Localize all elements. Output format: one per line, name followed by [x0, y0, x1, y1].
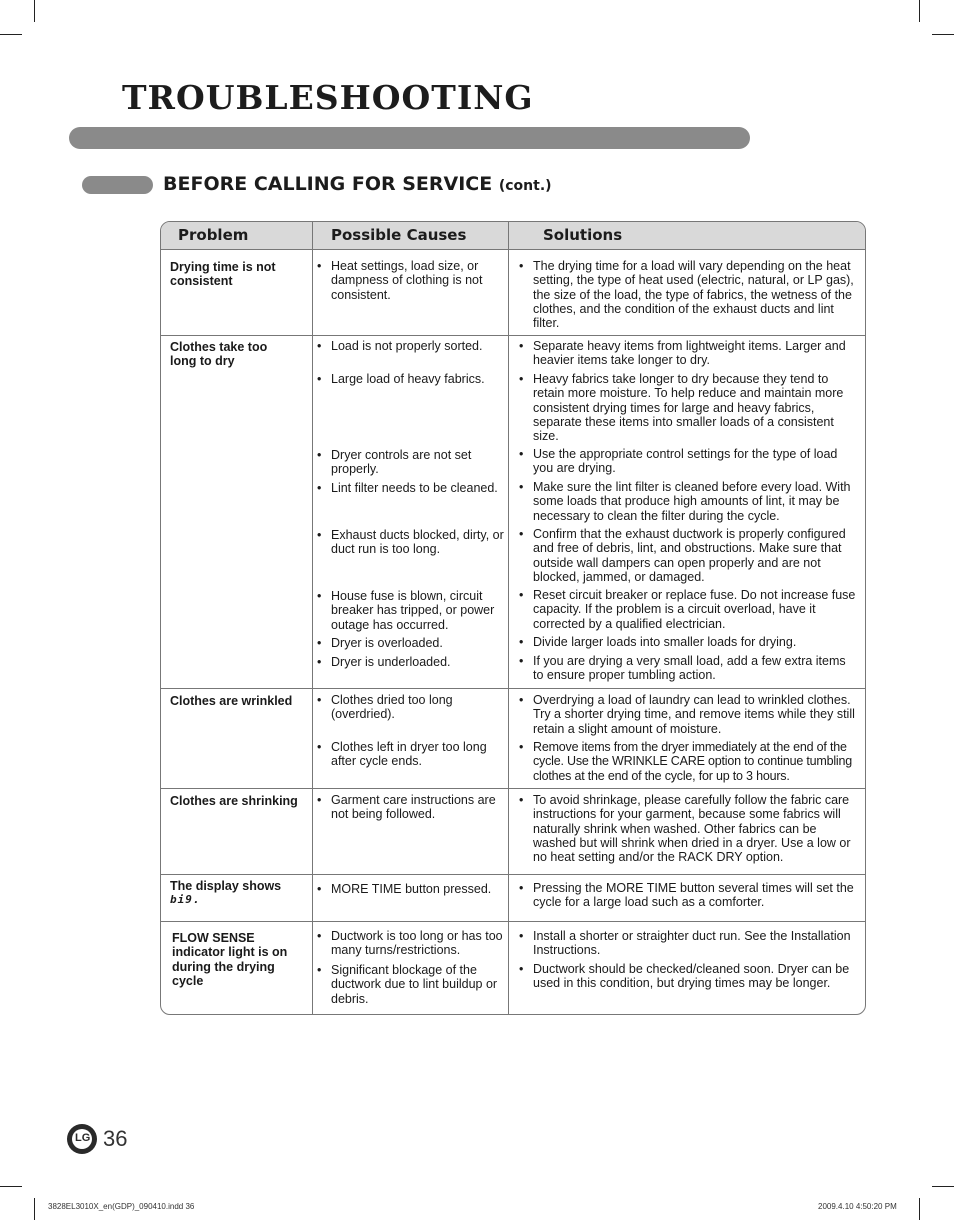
- problem-text: The display shows: [170, 879, 282, 893]
- row-divider: [161, 688, 865, 689]
- solution-item: • Separate heavy items from lightweight items. Larger and heavier items take longer to dry.: [519, 339, 859, 368]
- cause-item: • Dryer is overloaded.: [317, 636, 507, 650]
- lg-logo-icon: [67, 1124, 97, 1154]
- crop-mark: [932, 1186, 954, 1187]
- solution-item: • Install a shorter or straighter duct run. See the Installation Instructions.: [519, 929, 859, 958]
- section-title: BEFORE CALLING FOR SERVICE: [163, 173, 493, 195]
- solution-item: • Reset circuit breaker or replace fuse. Do not increase fuse capacity. If the problem is a circuit overload, have it corrected by a qualified electrician.: [519, 588, 859, 631]
- crop-mark: [932, 34, 954, 35]
- display-code: bi9.: [170, 893, 201, 907]
- section-heading: [163, 173, 552, 195]
- section-pill: [82, 176, 153, 194]
- crop-mark: [34, 0, 35, 22]
- cause-item: • Heat settings, load size, or dampness of clothing is not consistent.: [317, 259, 507, 302]
- solution-item: • Ductwork should be checked/cleaned soon. Dryer can be used in this condition, but drying times may be longer.: [519, 962, 859, 991]
- logo-text: LG: [75, 1132, 91, 1144]
- problem-cell: Clothes take too long to dry: [170, 340, 268, 369]
- cause-item: • Dryer is underloaded.: [317, 655, 507, 669]
- problem-cell: Clothes are wrinkled: [170, 694, 293, 708]
- cause-item: • Clothes dried too long (overdried).: [317, 693, 507, 722]
- cause-item: • Ductwork is too long or has too many turns/restrictions.: [317, 929, 507, 958]
- cause-item: • Large load of heavy fabrics.: [317, 372, 507, 386]
- footer-file: 3828EL3010X_en(GDP)_090410.indd 36: [48, 1202, 195, 1211]
- table-header: [161, 222, 865, 250]
- cause-item: • Clothes left in dryer too long after cycle ends.: [317, 740, 507, 769]
- cause-item: • Exhaust ducts blocked, dirty, or duct run is too long.: [317, 528, 507, 557]
- problem-cell: Clothes are shrinking: [170, 794, 298, 808]
- crop-mark: [34, 1198, 35, 1220]
- crop-mark: [0, 34, 22, 35]
- row-divider: [161, 788, 865, 789]
- solution-item: • Overdrying a load of laundry can lead to wrinkled clothes. Try a shorter drying time, and remove items while they still retain a slight amount of moisture.: [519, 693, 859, 736]
- solution-item: • To avoid shrinkage, please carefully follow the fabric care instructions for your garment, because some fabrics will naturally shrink when washed. Other fabrics can be washed but will shrink when dried in a dryer. Use a low or no heat setting and/or the RACK DRY option.: [519, 793, 859, 864]
- cause-item: • MORE TIME button pressed.: [317, 882, 507, 896]
- footer-date: 2009.4.10 4:50:20 PM: [818, 1202, 897, 1211]
- header-problem: Problem: [178, 226, 249, 244]
- header-solutions: Solutions: [543, 226, 623, 244]
- solution-item: • Use the appropriate control settings for the type of load you are drying.: [519, 447, 859, 476]
- row-divider: [161, 874, 865, 875]
- row-divider: [161, 335, 865, 336]
- solution-item: • If you are drying a very small load, add a few extra items to ensure proper tumbling action.: [519, 654, 859, 683]
- column-divider: [508, 222, 509, 1015]
- solution-item: • Remove items from the dryer immediately at the end of the cycle. Use the WRINKLE CARE option to continue tumbling clothes at the end of the cycle, for up to 3 hours.: [519, 740, 859, 783]
- title-bar: [69, 127, 750, 149]
- cause-item: • Lint filter needs to be cleaned.: [317, 481, 507, 495]
- header-causes: Possible Causes: [331, 226, 467, 244]
- problem-cell: Drying time is not consistent: [170, 260, 276, 289]
- page-number: 36: [103, 1126, 128, 1151]
- crop-mark: [919, 0, 920, 22]
- solution-item: • Confirm that the exhaust ductwork is properly configured and free of debris, lint, and obstructions. Make sure that outside wall dampers can open properly and are not blocked, jammed, or damaged.: [519, 527, 859, 584]
- logo-face: [72, 1129, 92, 1149]
- cause-item: • House fuse is blown, circuit breaker has tripped, or power outage has occurred.: [317, 589, 507, 632]
- crop-mark: [919, 1198, 920, 1220]
- crop-mark: [0, 1186, 22, 1187]
- cause-item: • Significant blockage of the ductwork due to lint buildup or debris.: [317, 963, 507, 1006]
- cause-item: • Load is not properly sorted.: [317, 339, 507, 353]
- solution-item: • The drying time for a load will vary depending on the heat setting, the type of heat used (electric, natural, or LP gas), the size of the load, the type of fabrics, the wetness of the clothes, and the condition of the exhaust ducts and lint filter.: [519, 259, 859, 330]
- solution-item: • Make sure the lint filter is cleaned before every load. With some loads that produce high amounts of lint, it may be necessary to clean the filter during the cycle.: [519, 480, 859, 523]
- cause-item: • Dryer controls are not set properly.: [317, 448, 507, 477]
- troubleshooting-table: [160, 221, 866, 1015]
- page-title: TROUBLESHOOTING: [122, 78, 534, 117]
- section-cont: (cont.): [498, 178, 552, 194]
- column-divider: [312, 222, 313, 1015]
- cause-item: • Garment care instructions are not being followed.: [317, 793, 507, 822]
- solution-item: • Divide larger loads into smaller loads for drying.: [519, 635, 859, 649]
- solution-item: • Pressing the MORE TIME button several times will set the cycle for a large load such as a comforter.: [519, 881, 859, 910]
- row-divider: [161, 921, 865, 922]
- problem-cell: [170, 879, 310, 908]
- solution-item: • Heavy fabrics take longer to dry because they tend to retain more moisture. To help reduce and maintain more consistent drying times for large and heavy fabrics, separate these items into smaller loads of a consistent size.: [519, 372, 859, 443]
- problem-cell: FLOW SENSE indicator light is on during the drying cycle: [172, 931, 288, 988]
